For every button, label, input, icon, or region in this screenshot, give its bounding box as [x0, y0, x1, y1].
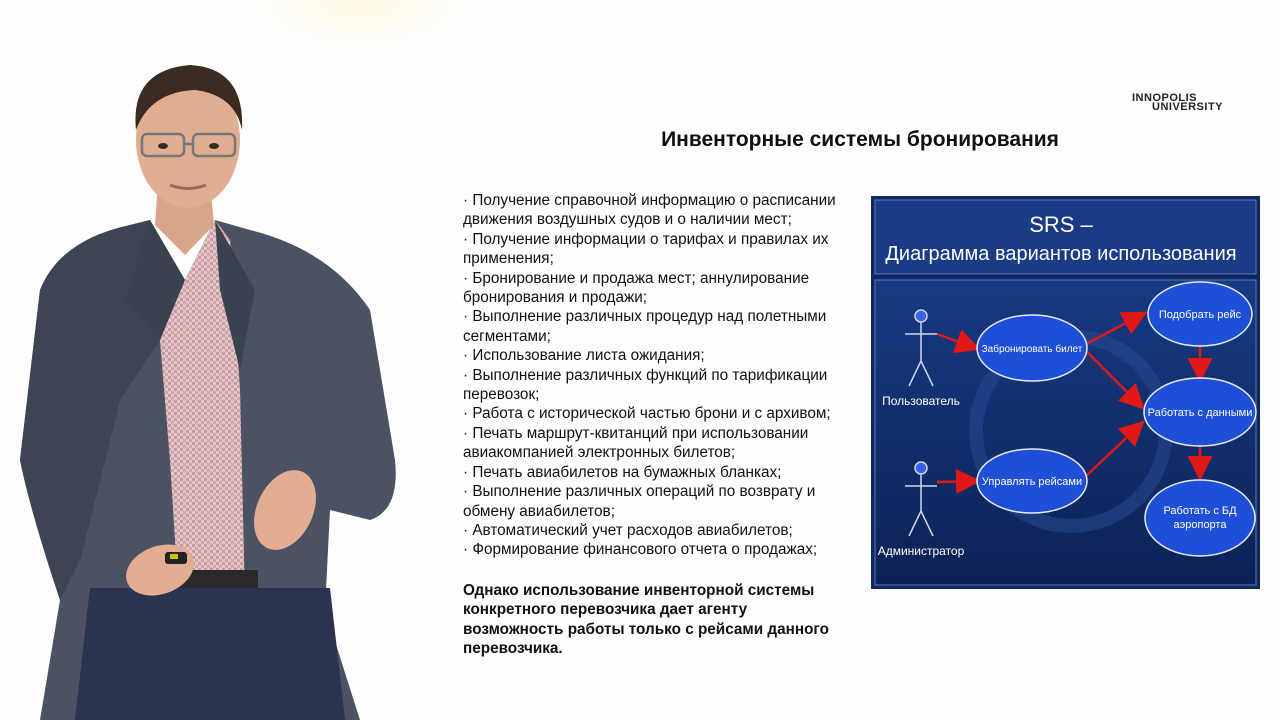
actor-admin-label: Администратор [877, 544, 965, 558]
actor-user-label: Пользователь [882, 394, 960, 408]
bullet-line: · Работа с исторической частью брони и с архивом; [463, 405, 831, 423]
bullet-line: применения; [463, 250, 554, 268]
bullet-line: · Выполнение различных процедур над полетными [463, 308, 827, 326]
logo-line-2: UNIVERSITY [1152, 101, 1224, 113]
conclusion-line: конкретного перевозчика дает агенту [463, 601, 748, 619]
conclusion-line: перевозчика. [463, 640, 563, 658]
bullet-line: движения воздушных судов и о наличии мест; [463, 211, 792, 229]
bullet-list [463, 191, 863, 560]
bullet-line: · Получение справочной информацию о расписании [463, 192, 836, 209]
conclusion-line: возможность работы только с рейсами данного [463, 620, 829, 638]
bullet-line: · Формирование финансового отчета о продажах; [463, 541, 818, 559]
bullet-line: обмену авиабилетов; [463, 502, 615, 520]
presenter-figure [0, 40, 420, 720]
usecase-book-label: Забронировать билет [981, 344, 1083, 355]
logo-line-1: INNOPOLIS [1132, 92, 1198, 104]
conclusion-text [463, 581, 873, 659]
usecase-db-ellipse [1145, 480, 1255, 556]
bullet-line: · Выполнение различных операций по возврату и [463, 483, 816, 501]
diagram-title-line-1: SRS – [1029, 212, 1093, 237]
usecase-find-label: Подобрать рейс [1158, 309, 1242, 321]
innopolis-logo [1128, 92, 1238, 116]
bullet-line: · Использование листа ожидания; [463, 347, 705, 365]
conclusion-line: Однако использование инвенторной системы [463, 582, 815, 599]
use-case-diagram [871, 196, 1260, 589]
bullet-line: бронирования и продажи; [463, 289, 647, 307]
diagram-title-line-2: Диаграмма вариантов использования [885, 243, 1237, 265]
bullet-line: · Автоматический учет расходов авиабилетов; [463, 521, 793, 539]
bullet-line: авиакомпанией электронных билетов; [463, 444, 736, 462]
usecase-manage-label: Управлять рейсами [981, 476, 1083, 488]
bullet-line: · Получение информации о тарифах и правилах их [463, 230, 829, 248]
slide-title: Инвенторные системы бронирования [661, 128, 1059, 151]
bullet-line: · Выполнение различных функций по тарификации [463, 366, 828, 384]
arrow-admin-manage [937, 481, 976, 482]
usecase-db-label-1: Работать с БД [1163, 505, 1237, 517]
bullet-line: · Печать маршрут-квитанций при использовании [463, 424, 809, 442]
usecase-db-label-2: аэропорта [1173, 519, 1227, 531]
bullet-line: перевозок; [463, 386, 540, 404]
bullet-line: · Бронирование и продажа мест; аннулирование [463, 269, 810, 287]
bullet-line: · Печать авиабилетов на бумажных бланках; [463, 463, 782, 481]
bullet-line: сегментами; [463, 327, 551, 345]
usecase-data-label: Работать с данными [1147, 407, 1253, 419]
